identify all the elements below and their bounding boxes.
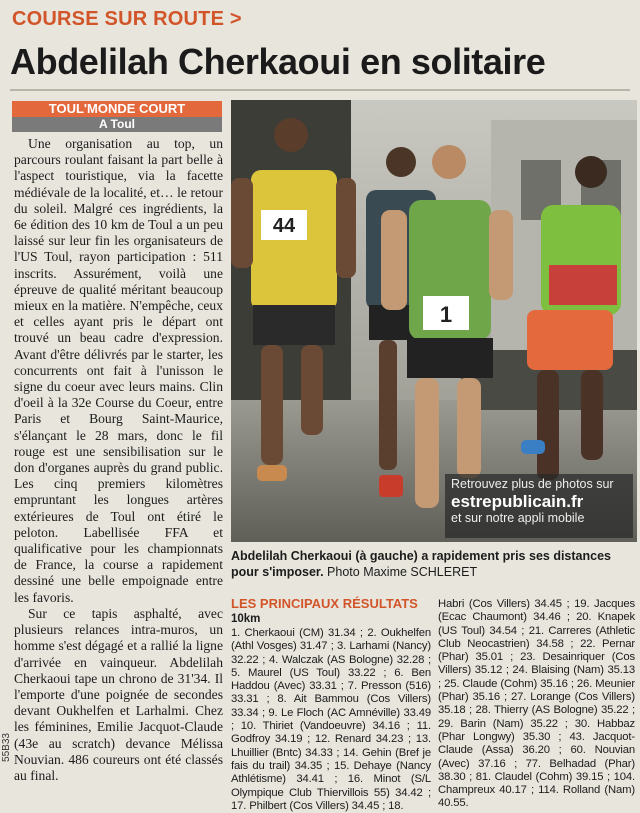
article-paragraph: Une organisation au top, un parcours roulant faisant la part belle à l'aspect touristique, via la facette médiévale de la localité, et… le retour du soleil. Malgré ces ingrédients, la 6e édition des 10 km de Toul a un peu laissé sur leur fin les organisateurs de l'US Toul, rayon participation : 511 inscrits. Assurément, voilà une épreuve de qualité méritant beaucoup mieux en la matière. N'empêche, ceux et celles ayant pris le départ ont trouvé un beau cadre d'expression. Avant d'être délivrés par le starter, les concurrents ont fait à l'unisson le signe du coeur avec leurs mains. Clin d'oeil à la 32e Course du Coeur, entre Paris et Bourg Saint-Maurice, s'élançant le 28 mars, donc le fil rouge est une sensibilisation sur le don d'organes auprès du grand public. Les cinq premiers kilomètres empruntant les longues artères extérieures de Toul ont étiré le peloton. Labellisée FFA et qualificative pour les championnats de France, la course a rapidement dessiné une belle empoignade entre les favoris. — [14, 136, 223, 605]
results-column-1: 1. Cherkaoui (CM) 31.34 ; 2. Oukhelfen (Athl Vosges) 31.47 ; 3. Larhami (Nancy) 32.22 ; 4. Walczak (AS Bologne) 32.28 ; 5. Maurel (US Toul) 33.22 ; 6. Ben Haddou (Avec) 33.31 ; 7. Presson (516) 33.31 ; 8. Ait Bammou (Cos Villers) 33.34 ; 9. Le Floch (AC Amnéville) 33.49 ; 10. Thiriet (Vandoeuvre) 34.16 ; 11. Godfroy 34.19 ; 12. Renard 34.23 ; 13. Lhuillier (Bntc) 34.33 ; 14. Gehin (Bref je fais du trail) 34.35 ; 15. Dehaye (Nancy Athlétisme) 34.41 ; 16. Minot (S/L Olympique Club Thiervillois 55) 34.42 ; 17. Philbert (Cos Villers) 34.45 ; 18. — [231, 627, 431, 812]
caption-text: Abdelilah Cherkaoui (à gauche) a rapidement pris ses distances pour s'imposer. — [231, 549, 611, 579]
bib-number: 1 — [439, 302, 453, 327]
results-distance: 10km — [231, 613, 261, 625]
promo-line: et sur notre appli mobile — [451, 511, 585, 525]
promo-site-link[interactable]: estrepublicain.fr — [451, 492, 584, 511]
photo-credit: Photo Maxime SCHLERET — [323, 564, 478, 579]
article-headline: Abdelilah Cherkaoui en solitaire — [10, 41, 546, 82]
results-column-2: Habri (Cos Villers) 34.45 ; 19. Jacques (Ecac Chaumont) 34.46 ; 20. Knapek (US Toul) 34.54 ; 21. Carreres (Athletic Club Neocastrien) 34.58 ; 22. Pernar (Phar) 35.01 ; 23. Desainriquer (Cos Villers) 35.12 ; 24. Blaising (Nam) 35.13 ; 25. Claude (Cohm) 35.16 ; 26. Meunier (Phar) 35.16 ; 27. Lorange (Cos Villers) 35.18 ; 28. Thierry (AS Bologne) 35.22 ; 29. Barin (Nam) 35.22 ; 30. Habbaz (Phar Longwy) 35.30 ; 43. Jacquot-Claude (Assa) 36.20 ; 60. Nouvian (Avec) 37.16 ; 77. Belhadad (Phar) 38.30 ; 81. Claudel (Cohm) 39.15 ; 104. Champreux 40.17 ; 114. Rolland (Nam) 40.55. — [438, 598, 635, 810]
divider — [10, 89, 630, 91]
article-body — [14, 136, 223, 784]
page-code: 55B33 — [0, 733, 12, 762]
promo-box — [445, 474, 633, 538]
bib-number: 44 — [272, 215, 296, 237]
section-location: A Toul — [12, 117, 222, 132]
photo-caption — [231, 549, 635, 580]
section-band: TOUL'MONDE COURT — [12, 101, 222, 117]
article-paragraph: Sur ce tapis asphalté, avec plusieurs relances intra-muros, un homme s'est dégagé et a rallié la ligne d'arrivée en vainqueur. Abdelilah Cherkaoui tape un chrono de 31'34. Il l'emporte d'une poignée de secondes devant Oukhelfen et Larhalmi. Chez les féminines, Emilie Jacquot-Claude (43e au scratch) devance Mélissa Nouvian. 486 coureurs ont été classés au final. — [14, 605, 223, 783]
results-heading: LES PRINCIPAUX RÉSULTATS — [231, 596, 418, 611]
promo-line: Retrouvez plus de photos sur — [451, 477, 614, 491]
section-kicker: COURSE SUR ROUTE > — [12, 8, 242, 30]
